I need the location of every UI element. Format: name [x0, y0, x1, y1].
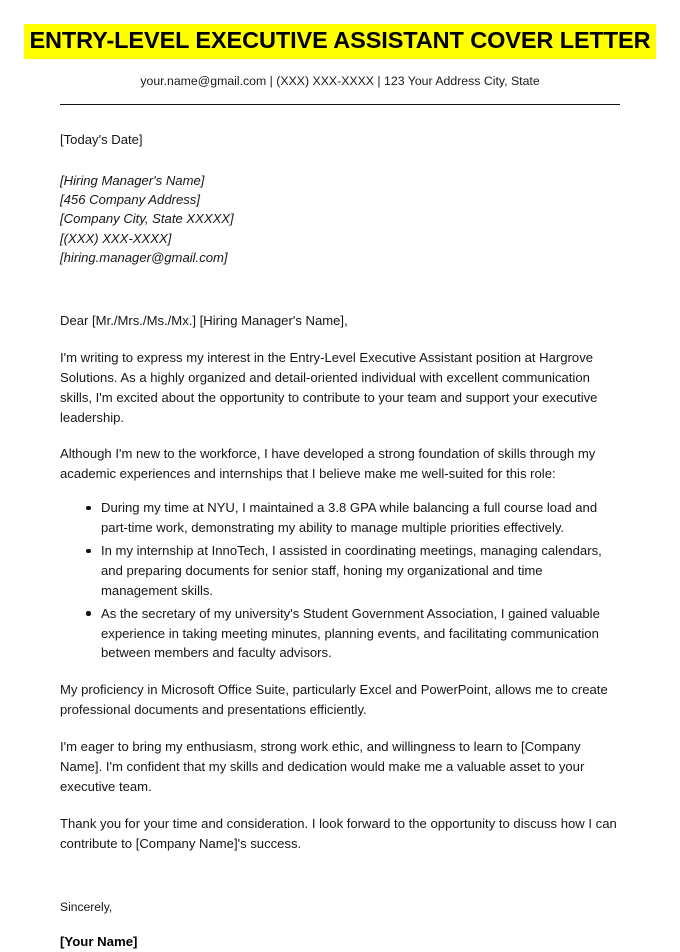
date-line: [Today's Date]: [60, 131, 143, 147]
recipient-block: [60, 171, 620, 267]
signoff: Sincerely,: [60, 899, 113, 914]
header-divider: [60, 104, 620, 105]
letter-body: [0, 130, 680, 952]
qualifications-list: [60, 498, 620, 663]
list-item: During my time at NYU, I maintained a 3.8 GPA while balancing a full course load and part-time work, demonstrating my ability to manage multiple priorities effectively.: [86, 498, 620, 538]
recipient-phone: [(XXX) XXX-XXXX]: [60, 230, 172, 246]
motivation-paragraph: I'm eager to bring my enthusiasm, strong work ethic, and willingness to learn to [Company Name]. I'm confident that my skills and dedication would make me a valuable asset to your executive team.: [60, 739, 585, 794]
thank-you-paragraph: Thank you for your time and consideration. I look forward to the opportunity to discuss how I can contribute to [Company Name]'s success.: [60, 815, 617, 851]
recipient-email: [hiring.manager@gmail.com]: [60, 249, 228, 265]
salutation: Dear [Mr./Mrs./Ms./Mx.] [Hiring Manager's Name],: [60, 312, 348, 328]
page-title: ENTRY-LEVEL EXECUTIVE ASSISTANT COVER LETTER: [24, 24, 655, 59]
qualifications-lead-in-paragraph: Although I'm new to the workforce, I have developed a strong foundation of skills through my academic experiences and internships that I believe make me well-suited for this role:: [60, 446, 596, 482]
list-item: In my internship at InnoTech, I assisted in coordinating meetings, managing calendars, and preparing documents for senior staff, honing my organizational and time management skills.: [86, 541, 620, 601]
letter-header: [0, 0, 680, 105]
list-item: As the secretary of my university's Student Government Association, I gained valuable experience in taking meeting minutes, planning events, and facilitating communication between members and faculty advisors.: [86, 604, 620, 664]
skills-paragraph: My proficiency in Microsoft Office Suite, particularly Excel and PowerPoint, allows me to create professional documents and presentations efficiently.: [60, 682, 608, 718]
signature-name: [Your Name]: [60, 933, 138, 949]
recipient-name: [Hiring Manager's Name]: [60, 172, 205, 188]
recipient-city: [Company City, State XXXXX]: [60, 211, 234, 227]
applicant-contact-line: your.name@gmail.com | (XXX) XXX-XXXX | 123 Your Address City, State: [140, 73, 540, 88]
recipient-address: [456 Company Address]: [60, 192, 200, 208]
intro-paragraph: I'm writing to express my interest in the Entry-Level Executive Assistant position at Hargrove Solutions. As a highly organized and detail-oriented individual with excellent communication skills, I'm excited about the opportunity to contribute to your team and support your executive leadership.: [60, 349, 598, 425]
